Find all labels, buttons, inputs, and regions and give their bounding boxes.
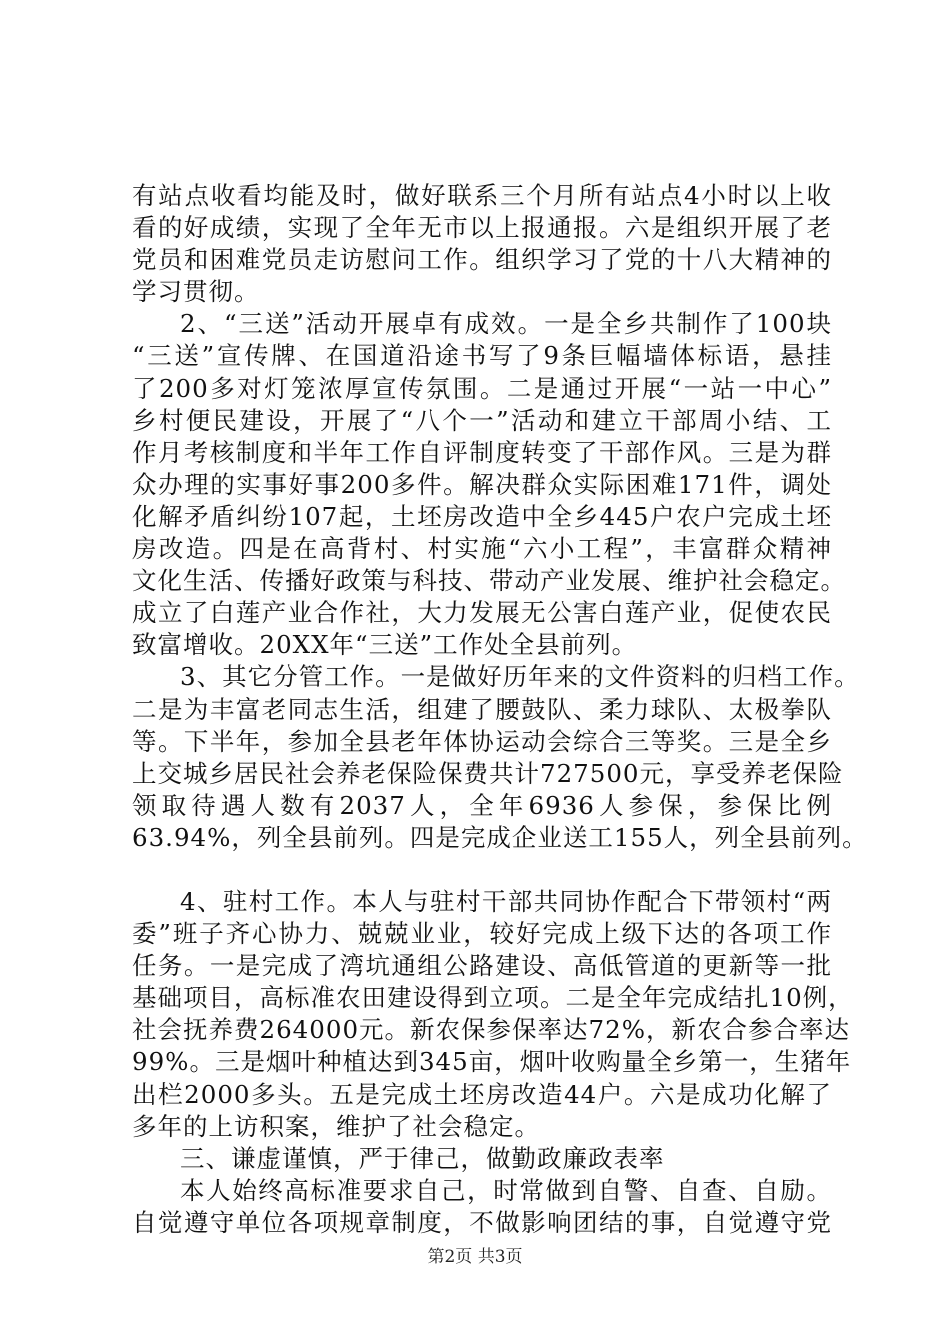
text-line: 有站点收看均能及时，做好联系三个月所有站点4小时以上收	[132, 181, 832, 210]
text-line: 看的好成绩，实现了全年无市以上报通报。六是组织开展了老	[132, 213, 832, 243]
text-line: 社会抚养费264000元。新农保参保率达72%，新农合参合率达	[132, 1015, 850, 1045]
text-line: 作月考核制度和半年工作自评制度转变了干部作风。三是为群	[132, 437, 832, 467]
text-line: 成立了白莲产业合作社，大力发展无公害白莲产业，促使农民	[132, 598, 832, 628]
text-line: 多年的上访积案，维护了社会稳定。	[132, 1111, 540, 1141]
text-line: 文化生活、传播好政策与科技、带动产业发展、维护社会稳定。	[132, 566, 846, 596]
text-line: 任务。一是完成了湾坑通组公路建设、高低管道的更新等一批	[132, 951, 832, 981]
text-line: 乡村便民建设，开展了“八个一”活动和建立干部周小结、工	[132, 405, 832, 435]
text-line: 本人始终高标准要求自己，时常做到自警、自查、自励。	[180, 1175, 832, 1205]
text-line: 众办理的实事好事200多件。解决群众实际困难171件，调处	[132, 469, 832, 499]
text-line: 自觉遵守单位各项规章制度，不做影响团结的事，自觉遵守党	[132, 1207, 832, 1237]
text-line: 2、“三送”活动开展卓有成效。一是全乡共制作了100块	[180, 309, 832, 339]
text-line: 二是为丰富老同志生活，组建了腰鼓队、柔力球队、太极拳队	[132, 694, 832, 724]
text-line: 房改造。四是在高背村、村实施“六小工程”，丰富群众精神	[132, 534, 832, 564]
text-line: 基础项目，高标准农田建设得到立项。二是全年完成结扎10例，	[132, 983, 854, 1013]
text-line: 党员和困难党员走访慰问工作。组织学习了党的十八大精神的	[132, 245, 832, 275]
page-number-footer: 第2页 共3页	[427, 1247, 523, 1267]
section-heading: 三、谦虚谨慎，严于律己，做勤政廉政表率	[180, 1143, 665, 1173]
text-line: 99%。三是烟叶种植达到345亩，烟叶收购量全乡第一，生猪年	[132, 1047, 852, 1077]
document-body	[132, 180, 868, 1239]
text-line: 3、其它分管工作。一是做好历年来的文件资料的归档工作。	[180, 662, 860, 692]
text-line: 化解矛盾纠纷107起，土坯房改造中全乡445户农户完成土坯	[132, 501, 832, 531]
text-line: 领取待遇人数有2037人，全年6936人参保，参保比例	[132, 790, 832, 820]
text-line: 了200多对灯笼浓厚宣传氛围。二是通过开展“一站一中心”	[132, 373, 832, 403]
text-line: 4、驻村工作。本人与驻村干部共同协作配合下带领村“两	[180, 886, 832, 916]
text-line: 出栏2000多头。五是完成土坯房改造44户。六是成功化解了	[132, 1079, 832, 1109]
text-line: 等。下半年，参加全县老年体协运动会综合三等奖。三是全乡	[132, 726, 832, 756]
text-line: “三送”宣传牌、在国道沿途书写了9条巨幅墙体标语，悬挂	[132, 341, 832, 371]
text-line: 致富增收。20XX年“三送”工作处全县前列。	[132, 630, 638, 660]
text-line: 63.94%，列全县前列。四是完成企业送工155人，列全县前列。	[132, 822, 868, 852]
text-line: 学习贯彻。	[132, 277, 260, 307]
paragraph-gap	[132, 854, 832, 886]
text-line: 委”班子齐心协力、兢兢业业，较好完成上级下达的各项工作	[132, 919, 832, 949]
text-line: 上交城乡居民社会养老保险保费共计727500元，享受养老保险	[132, 758, 844, 788]
